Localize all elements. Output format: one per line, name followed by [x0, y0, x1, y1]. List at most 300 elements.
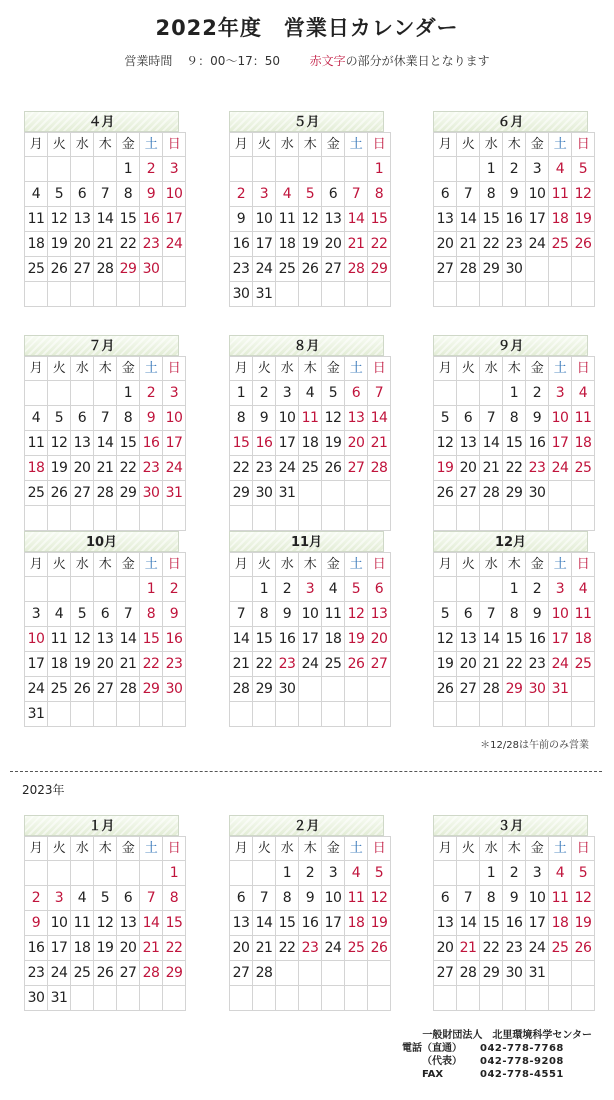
empty-cell — [572, 257, 595, 282]
day-cell: 24 — [299, 652, 322, 677]
weekday-label: 土 — [549, 837, 572, 861]
day-cell: 15 — [117, 431, 140, 456]
empty-cell — [368, 702, 391, 727]
day-cell: 29 — [117, 481, 140, 506]
empty-cell — [276, 282, 299, 307]
day-cell: 14 — [457, 207, 480, 232]
empty-cell — [230, 861, 253, 886]
day-cell: 4 — [322, 577, 345, 602]
day-cell: 22 — [253, 652, 276, 677]
fax-label: FAX — [422, 1069, 444, 1080]
month-table — [433, 132, 595, 307]
day-cell: 10 — [526, 886, 549, 911]
day-cell: 2 — [163, 577, 186, 602]
day-cell: 21 — [457, 232, 480, 257]
week-row — [230, 456, 391, 481]
day-cell: 26 — [48, 257, 71, 282]
day-cell: 8 — [276, 886, 299, 911]
day-cell: 21 — [480, 456, 503, 481]
day-cell: 6 — [457, 602, 480, 627]
month-header: ７月 — [24, 335, 179, 356]
day-cell: 8 — [253, 602, 276, 627]
day-cell: 2 — [25, 886, 48, 911]
day-cell: 2 — [253, 381, 276, 406]
empty-cell — [117, 282, 140, 307]
week-row — [434, 986, 595, 1011]
empty-cell — [434, 506, 457, 531]
weekday-label: 日 — [368, 553, 391, 577]
month-table — [24, 132, 186, 307]
day-cell: 5 — [71, 602, 94, 627]
weekday-label: 日 — [368, 357, 391, 381]
day-cell: 7 — [457, 886, 480, 911]
weekday-label: 火 — [48, 553, 71, 577]
weekday-label: 土 — [345, 837, 368, 861]
weekday-label: 水 — [71, 133, 94, 157]
week-row — [230, 702, 391, 727]
day-cell: 22 — [276, 936, 299, 961]
day-cell: 28 — [94, 257, 117, 282]
day-cell: 24 — [322, 936, 345, 961]
day-cell: 29 — [140, 677, 163, 702]
week-row — [230, 506, 391, 531]
day-cell: 25 — [71, 961, 94, 986]
month-table — [229, 356, 391, 531]
empty-cell — [368, 481, 391, 506]
day-cell: 11 — [276, 207, 299, 232]
week-row — [434, 886, 595, 911]
weekday-label: 土 — [345, 133, 368, 157]
week-row — [25, 207, 186, 232]
day-cell: 3 — [322, 861, 345, 886]
empty-cell — [434, 986, 457, 1011]
weekday-label: 木 — [503, 133, 526, 157]
day-cell: 1 — [140, 577, 163, 602]
day-cell: 24 — [48, 961, 71, 986]
day-cell: 30 — [526, 481, 549, 506]
weekday-label: 木 — [299, 553, 322, 577]
week-row — [434, 232, 595, 257]
month-header: １月 — [24, 815, 179, 836]
weekday-label: 火 — [457, 837, 480, 861]
day-cell: 12 — [94, 911, 117, 936]
day-cell: 29 — [503, 677, 526, 702]
month-table — [24, 836, 186, 1011]
day-cell: 6 — [322, 182, 345, 207]
empty-cell — [503, 986, 526, 1011]
day-cell: 25 — [299, 456, 322, 481]
weekday-label: 日 — [572, 357, 595, 381]
day-cell: 1 — [480, 157, 503, 182]
empty-cell — [345, 961, 368, 986]
day-cell: 18 — [276, 232, 299, 257]
day-cell: 31 — [549, 677, 572, 702]
day-cell: 19 — [322, 431, 345, 456]
week-row — [230, 182, 391, 207]
day-cell: 2 — [526, 381, 549, 406]
day-cell: 29 — [480, 961, 503, 986]
day-cell: 24 — [549, 456, 572, 481]
empty-cell — [48, 861, 71, 886]
day-cell: 8 — [480, 886, 503, 911]
empty-cell — [94, 282, 117, 307]
week-row — [230, 911, 391, 936]
weekday-label: 火 — [253, 357, 276, 381]
day-cell: 11 — [25, 207, 48, 232]
footer-org: 一般財団法人 北里環境科学センター — [422, 1030, 592, 1041]
empty-cell — [503, 506, 526, 531]
empty-cell — [163, 282, 186, 307]
day-cell: 17 — [48, 936, 71, 961]
empty-cell — [549, 986, 572, 1011]
empty-cell — [25, 506, 48, 531]
day-cell: 2 — [140, 157, 163, 182]
empty-cell — [299, 702, 322, 727]
weekday-label: 月 — [230, 357, 253, 381]
day-cell: 2 — [140, 381, 163, 406]
weekday-label: 土 — [140, 553, 163, 577]
day-cell: 5 — [299, 182, 322, 207]
day-cell: 5 — [572, 157, 595, 182]
empty-cell — [322, 961, 345, 986]
day-cell: 15 — [480, 911, 503, 936]
week-row — [434, 652, 595, 677]
day-cell: 16 — [503, 207, 526, 232]
day-cell: 24 — [549, 652, 572, 677]
day-cell: 27 — [457, 481, 480, 506]
day-cell: 18 — [299, 431, 322, 456]
empty-cell — [526, 257, 549, 282]
day-cell: 24 — [276, 456, 299, 481]
day-cell: 22 — [480, 232, 503, 257]
day-cell: 19 — [572, 207, 595, 232]
day-cell: 16 — [253, 431, 276, 456]
week-row — [434, 677, 595, 702]
month-header: ５月 — [229, 111, 384, 132]
day-cell: 7 — [253, 886, 276, 911]
weekday-label: 月 — [25, 357, 48, 381]
day-cell: 4 — [299, 381, 322, 406]
day-cell: 17 — [549, 627, 572, 652]
weekday-label: 土 — [140, 837, 163, 861]
empty-cell — [549, 702, 572, 727]
day-cell: 23 — [526, 652, 549, 677]
day-cell: 4 — [549, 861, 572, 886]
day-cell: 1 — [253, 577, 276, 602]
phone-direct-label: 電話（直通） — [402, 1043, 462, 1054]
empty-cell — [503, 702, 526, 727]
week-row — [230, 431, 391, 456]
day-cell: 17 — [322, 911, 345, 936]
day-cell: 15 — [503, 431, 526, 456]
day-cell: 4 — [345, 861, 368, 886]
empty-cell — [48, 381, 71, 406]
empty-cell — [526, 506, 549, 531]
empty-cell — [276, 961, 299, 986]
weekday-row — [25, 357, 186, 381]
day-cell: 15 — [117, 207, 140, 232]
day-cell: 13 — [434, 911, 457, 936]
month-table — [433, 356, 595, 531]
day-cell: 5 — [322, 381, 345, 406]
month-calendar — [433, 335, 592, 531]
day-cell: 12 — [434, 431, 457, 456]
day-cell: 10 — [25, 627, 48, 652]
day-cell: 23 — [526, 456, 549, 481]
weekday-label: 月 — [230, 553, 253, 577]
empty-cell — [368, 986, 391, 1011]
day-cell: 31 — [276, 481, 299, 506]
day-cell: 23 — [503, 936, 526, 961]
day-cell: 31 — [48, 986, 71, 1011]
weekday-label: 月 — [25, 553, 48, 577]
day-cell: 19 — [572, 911, 595, 936]
day-cell: 31 — [25, 702, 48, 727]
day-cell: 7 — [94, 406, 117, 431]
month-calendar — [24, 815, 183, 1011]
empty-cell — [503, 282, 526, 307]
empty-cell — [572, 282, 595, 307]
day-cell: 10 — [549, 406, 572, 431]
day-cell: 21 — [230, 652, 253, 677]
day-cell: 26 — [48, 481, 71, 506]
weekday-label: 木 — [503, 553, 526, 577]
weekday-label: 木 — [299, 357, 322, 381]
day-cell: 9 — [25, 911, 48, 936]
phone-direct: 042-778-7768 — [480, 1043, 564, 1054]
day-cell: 20 — [94, 652, 117, 677]
day-cell: 19 — [94, 936, 117, 961]
weekday-row — [230, 133, 391, 157]
week-row — [230, 861, 391, 886]
day-cell: 21 — [94, 232, 117, 257]
day-cell: 17 — [526, 207, 549, 232]
day-cell: 24 — [526, 936, 549, 961]
empty-cell — [276, 702, 299, 727]
empty-cell — [230, 506, 253, 531]
empty-cell — [163, 506, 186, 531]
day-cell: 10 — [322, 886, 345, 911]
weekday-label: 火 — [253, 837, 276, 861]
empty-cell — [345, 157, 368, 182]
day-cell: 25 — [549, 232, 572, 257]
day-cell: 14 — [345, 207, 368, 232]
weekday-label: 水 — [71, 553, 94, 577]
day-cell: 1 — [230, 381, 253, 406]
day-cell: 9 — [526, 602, 549, 627]
empty-cell — [140, 986, 163, 1011]
day-cell: 10 — [526, 182, 549, 207]
day-cell: 17 — [163, 431, 186, 456]
empty-cell — [345, 677, 368, 702]
week-row — [25, 627, 186, 652]
weekday-row — [434, 357, 595, 381]
empty-cell — [25, 381, 48, 406]
empty-cell — [25, 577, 48, 602]
day-cell: 19 — [299, 232, 322, 257]
empty-cell — [117, 577, 140, 602]
day-cell: 19 — [48, 232, 71, 257]
weekday-label: 水 — [480, 837, 503, 861]
empty-cell — [457, 861, 480, 886]
day-cell: 28 — [140, 961, 163, 986]
day-cell: 25 — [572, 456, 595, 481]
weekday-label: 日 — [368, 133, 391, 157]
weekday-label: 水 — [276, 357, 299, 381]
day-cell: 24 — [163, 456, 186, 481]
day-cell: 30 — [253, 481, 276, 506]
day-cell: 3 — [526, 861, 549, 886]
day-cell: 28 — [480, 481, 503, 506]
day-cell: 6 — [71, 182, 94, 207]
week-row — [25, 481, 186, 506]
empty-cell — [457, 702, 480, 727]
day-cell: 19 — [71, 652, 94, 677]
day-cell: 26 — [572, 936, 595, 961]
weekday-label: 金 — [526, 553, 549, 577]
week-row — [25, 886, 186, 911]
page-title: 2022年度 営業日カレンダー — [155, 16, 459, 40]
day-cell: 31 — [253, 282, 276, 307]
day-cell: 6 — [94, 602, 117, 627]
day-cell: 5 — [434, 602, 457, 627]
month-header: ２月 — [229, 815, 384, 836]
empty-cell — [117, 986, 140, 1011]
weekday-label: 火 — [48, 133, 71, 157]
day-cell: 14 — [368, 406, 391, 431]
weekday-label: 水 — [480, 357, 503, 381]
weekday-label: 金 — [526, 837, 549, 861]
day-cell: 14 — [230, 627, 253, 652]
day-cell: 29 — [503, 481, 526, 506]
day-cell: 11 — [549, 182, 572, 207]
month-table — [229, 552, 391, 727]
month-header: ４月 — [24, 111, 179, 132]
month-table — [229, 132, 391, 307]
day-cell: 20 — [71, 456, 94, 481]
day-cell: 8 — [230, 406, 253, 431]
day-cell: 25 — [345, 936, 368, 961]
day-cell: 11 — [299, 406, 322, 431]
month-table — [433, 552, 595, 727]
week-row — [230, 627, 391, 652]
week-row — [230, 257, 391, 282]
empty-cell — [526, 986, 549, 1011]
weekday-label: 月 — [434, 357, 457, 381]
empty-cell — [322, 282, 345, 307]
day-cell: 8 — [480, 182, 503, 207]
week-row — [230, 381, 391, 406]
fax-number: 042-778-4551 — [480, 1069, 564, 1080]
weekday-label: 水 — [480, 133, 503, 157]
empty-cell — [322, 506, 345, 531]
day-cell: 17 — [549, 431, 572, 456]
day-cell: 12 — [434, 627, 457, 652]
day-cell: 17 — [526, 911, 549, 936]
empty-cell — [94, 157, 117, 182]
day-cell: 21 — [368, 431, 391, 456]
empty-cell — [368, 506, 391, 531]
day-cell: 18 — [549, 911, 572, 936]
day-cell: 7 — [457, 182, 480, 207]
month-calendar — [24, 335, 183, 531]
weekday-label: 日 — [572, 133, 595, 157]
empty-cell — [480, 506, 503, 531]
empty-cell — [457, 986, 480, 1011]
empty-cell — [526, 282, 549, 307]
day-cell: 31 — [526, 961, 549, 986]
month-calendar — [24, 111, 183, 307]
day-cell: 12 — [345, 602, 368, 627]
day-cell: 6 — [368, 577, 391, 602]
weekday-label: 日 — [572, 553, 595, 577]
week-row — [230, 986, 391, 1011]
empty-cell — [457, 157, 480, 182]
day-cell: 28 — [457, 257, 480, 282]
week-row — [434, 481, 595, 506]
day-cell: 10 — [163, 182, 186, 207]
day-cell: 11 — [71, 911, 94, 936]
weekday-label: 火 — [48, 357, 71, 381]
phone-main-label: （代表） — [422, 1056, 462, 1067]
day-cell: 14 — [480, 431, 503, 456]
day-cell: 6 — [117, 886, 140, 911]
month-header: ３月 — [433, 815, 588, 836]
day-cell: 4 — [25, 182, 48, 207]
day-cell: 14 — [117, 627, 140, 652]
empty-cell — [25, 282, 48, 307]
day-cell: 26 — [434, 481, 457, 506]
week-row — [434, 861, 595, 886]
empty-cell — [117, 702, 140, 727]
day-cell: 29 — [480, 257, 503, 282]
week-row — [230, 232, 391, 257]
day-cell: 22 — [503, 652, 526, 677]
day-cell: 26 — [572, 232, 595, 257]
day-cell: 23 — [230, 257, 253, 282]
day-cell: 21 — [457, 936, 480, 961]
week-row — [230, 577, 391, 602]
week-row — [25, 157, 186, 182]
empty-cell — [299, 961, 322, 986]
weekday-label: 火 — [457, 357, 480, 381]
empty-cell — [230, 157, 253, 182]
day-cell: 19 — [48, 456, 71, 481]
weekday-label: 水 — [71, 837, 94, 861]
empty-cell — [434, 381, 457, 406]
week-row — [230, 481, 391, 506]
day-cell: 18 — [25, 232, 48, 257]
day-cell: 12 — [572, 886, 595, 911]
weekday-label: 水 — [276, 553, 299, 577]
day-cell: 6 — [434, 182, 457, 207]
day-cell: 4 — [549, 157, 572, 182]
week-row — [25, 406, 186, 431]
day-cell: 25 — [25, 481, 48, 506]
day-cell: 12 — [299, 207, 322, 232]
day-cell: 20 — [434, 936, 457, 961]
week-row — [25, 986, 186, 1011]
day-cell: 18 — [48, 652, 71, 677]
empty-cell — [299, 282, 322, 307]
empty-cell — [140, 861, 163, 886]
day-cell: 9 — [253, 406, 276, 431]
weekday-label: 月 — [434, 553, 457, 577]
day-cell: 20 — [457, 652, 480, 677]
weekday-label: 金 — [322, 133, 345, 157]
month-header: ９月 — [433, 335, 588, 356]
day-cell: 7 — [117, 602, 140, 627]
